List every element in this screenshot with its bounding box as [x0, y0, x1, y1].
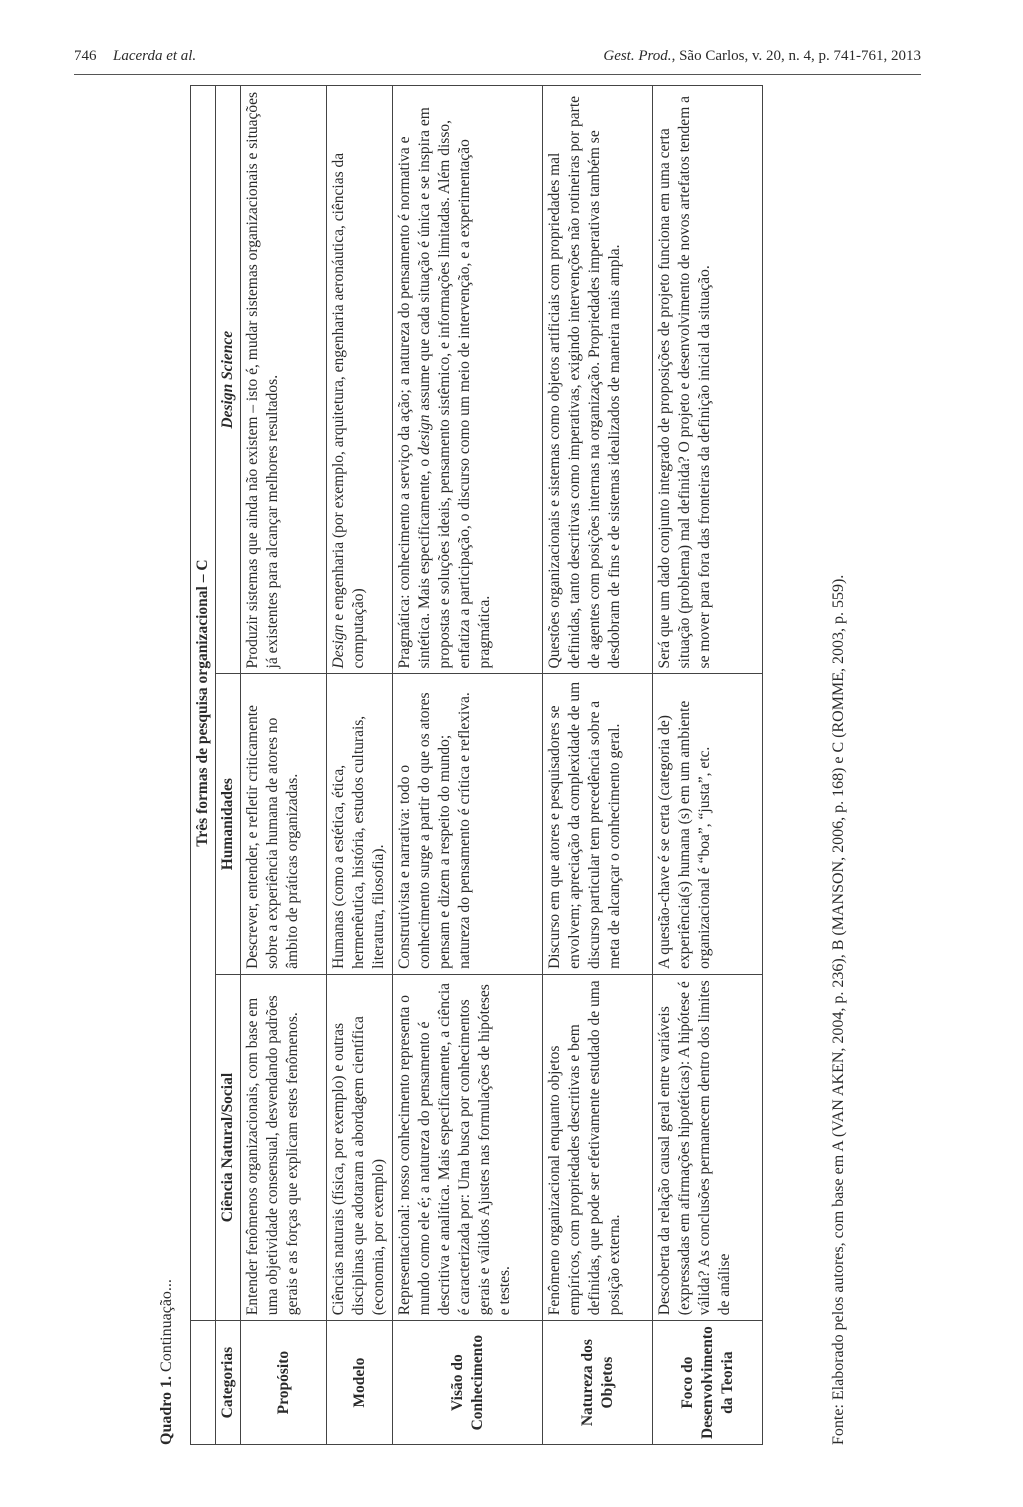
- journal-citation: [603, 48, 921, 65]
- col-header-humanidades: Humanidades: [216, 674, 241, 974]
- running-head: [0, 0, 1023, 80]
- cell-natural: Ciências naturais (física, por exemplo) e outras disciplinas que adotaram a abordagem científica (economia, por exemplo): [327, 974, 393, 1320]
- running-authors: Lacerda et al.: [113, 48, 197, 64]
- table-row: [543, 86, 653, 1445]
- cell-design: Será que um dado conjunto integrado de proposições de projeto funciona em uma certa situação (problema) mal definida? O projeto e desenvolvimento de novos artefatos tendem a se mover para fora das fronteiras da definição inicial da situação.: [653, 86, 763, 674]
- cell-humanidades: Humanas (como a estética, ética, hermenêutica, história, estudos culturais, literatura, filosofia).: [327, 674, 393, 974]
- row-category: Foco do Desenvolvimento da Teoria: [653, 1321, 763, 1445]
- table-caption: [150, 1279, 184, 1445]
- cell-natural: Fenômeno organizacional enquanto objetos empíricos, com propriedades descritivas e bem definidas, que pode ser efetivamente estudado de uma posição externa.: [543, 974, 653, 1320]
- row-category: Propósito: [241, 1321, 327, 1445]
- table-source-note: Fonte: Elaborado pelos autores, com base em A (VAN AKEN, 2004, p. 236), B (MANSON, 2006, p. 168) e C (ROMME, 2003, p. 559).: [830, 574, 847, 1445]
- rotated-table-block: [150, 85, 850, 1445]
- cell-natural: Representacional: nosso conhecimento representa o mundo como ele é; a natureza do pensamento é descritiva e analítica. Mais especificamente, a ciência é caracterizada por: Uma busca por conhecimentos gerais e válidos Ajustes nas formulações de hipóteses e testes.: [393, 974, 543, 1320]
- span-header: Três formas de pesquisa organizacional – C: [191, 86, 216, 1321]
- table-row: [393, 86, 543, 1445]
- design-term: design: [416, 414, 433, 455]
- page-number: 746: [74, 48, 97, 64]
- comparison-table: [190, 85, 763, 1445]
- cell-humanidades: A questão-chave é se certa (categoria de) experiência(s) humana (s) em um ambiente organizacional é “boa”, “justa”, etc.: [653, 674, 763, 974]
- caption-text: Continuação...: [158, 1279, 175, 1376]
- cell-design: [327, 86, 393, 674]
- design-text: e engenharia (por exemplo, arquitetura, engenharia aeronáutica, ciências da computação): [330, 152, 367, 669]
- cell-humanidades: Discurso em que atores e pesquisadores se envolvem; apreciação da complexidade de um discurso particular tem precedência sobre a meta de alcançar o conhecimento geral.: [543, 674, 653, 974]
- design-term: Design: [330, 624, 347, 669]
- row-category: Visão do Conhecimento: [393, 1321, 543, 1445]
- row-category: Modelo: [327, 1321, 393, 1445]
- design-text-b: assume que cada situação é única e se inspira em propostas e soluções ideais, pensamento sistêmico, e informações limitadas. Além disso, enfatiza a participação, o discurso como um meio de intervenção, e a experimentação pragmática.: [416, 107, 493, 669]
- table-row: [241, 86, 327, 1445]
- cell-humanidades: Descrever, entender, e refletir criticamente sobre a experiência humana de atores no âmbito de práticas organizadas.: [241, 674, 327, 974]
- caption-label: Quadro 1.: [158, 1375, 175, 1445]
- col-header-design-science: Design Science: [216, 86, 241, 674]
- col-header-categorias: Categorias: [216, 1321, 241, 1445]
- header-rule: [74, 74, 921, 75]
- cell-natural: Entender fenômenos organizacionais, com base em uma objetividade consensual, desvendando padrões gerais e as forças que explicam estes fenômenos.: [241, 974, 327, 1320]
- table-span-header-row: [191, 86, 216, 1445]
- cell-design: [393, 86, 543, 674]
- table-header-row: [216, 86, 241, 1445]
- cell-design: Produzir sistemas que ainda não existem – isto é, mudar sistemas organizacionais e situações já existentes para alcançar melhores resultados.: [241, 86, 327, 674]
- table-row: [653, 86, 763, 1445]
- col-header-natural: Ciência Natural/Social: [216, 974, 241, 1320]
- journal-volume: , São Carlos, v. 20, n. 4, p. 741-761, 2013: [671, 48, 921, 64]
- design-text-a: Pragmática: conhecimento a serviço da ação; a natureza do pensamento é normativa e sintética. Mais especificamente, o: [396, 136, 433, 669]
- blank-corner: [191, 1321, 216, 1445]
- row-category: Natureza dos Objetos: [543, 1321, 653, 1445]
- cell-design: Questões organizacionais e sistemas como objetos artificiais com propriedades mal definidas, tanto descritivas como imperativas, exigindo intervenções não rotineiras por parte de agentes com posições internas na organização. Propriedades imperativas também se desdobram de fins e de sistemas idealizados de maneira mais ampla.: [543, 86, 653, 674]
- table-row: [327, 86, 393, 1445]
- cell-natural: Descoberta da relação causal geral entre variáveis (expressadas em afirmações hipotéticas): A hipótese é válida? As conclusões permanecem dentro dos limites de análise: [653, 974, 763, 1320]
- journal-name: Gest. Prod.: [603, 48, 672, 64]
- cell-humanidades: Construtivista e narrativa: todo o conhecimento surge a partir do que os atores pensam e dizem a respeito do mundo; natureza do pensamento é crítica e reflexiva.: [393, 674, 543, 974]
